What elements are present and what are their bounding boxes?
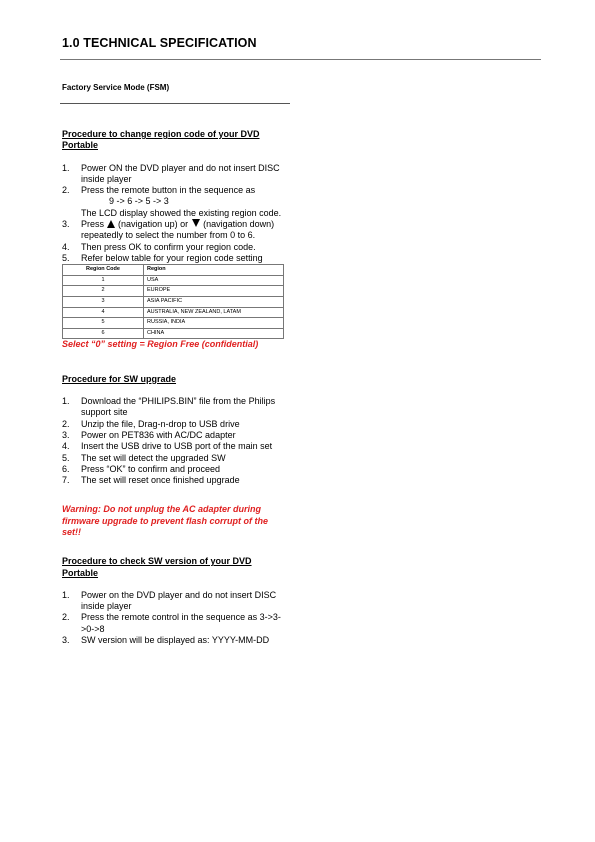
upgrade-heading: Procedure for SW upgrade [62, 373, 177, 384]
region-step-5: 5. Refer below table for your region code setting [62, 252, 263, 263]
region-step-2: 2. Press the remote button in the sequence as 9 -> 6 -> 5 -> 3 The LCD display showed the existing region code. [62, 185, 288, 219]
version-step-2: 2. Press the remote control in the sequence as 3->3->0->8 [62, 612, 281, 634]
table-row [63, 275, 284, 286]
upgrade-step-2: 2. Unzip the file, Drag-n-drop to USB drive [62, 418, 240, 429]
column-header-region: Region [144, 265, 284, 276]
upgrade-warning: Warning: Do not unplug the AC adapter during firmware upgrade to prevent flash corrupt of the set!! [62, 504, 269, 537]
region-steps [62, 163, 288, 265]
region-code-cell: 5 [63, 318, 144, 329]
region-code-cell: 2 [63, 286, 144, 297]
upgrade-step-1: 1. Download the “PHILIPS.BIN” file from the Philips support site [62, 396, 276, 418]
region-step-3: 3. Press (navigation up) or (navigation down) repeatedly to select the number from 0 to 6. [62, 219, 275, 241]
version-steps [62, 590, 288, 646]
region-free-note: Select “0” setting = Region Free (confidential) [62, 339, 259, 350]
table-row [63, 318, 284, 329]
version-heading: Procedure to check SW version of your DVD Portable [62, 556, 252, 578]
version-step-3: 3. SW version will be displayed as: YYYY-MM-DD [62, 635, 270, 646]
region-step-1: 1. Power ON the DVD player and do not insert DISC inside player [62, 162, 280, 184]
column-header-region-code: Region Code [63, 265, 144, 276]
table-row [63, 297, 284, 308]
region-name-cell: RUSSIA, INDIA [144, 318, 284, 329]
region-code-cell: 6 [63, 328, 144, 339]
upgrade-step-5: 5. The set will detect the upgraded SW [62, 452, 226, 463]
region-name-cell: USA [144, 275, 284, 286]
fsm-label: Factory Service Mode (FSM) [62, 83, 170, 92]
region-table [62, 264, 284, 339]
navigation-up-icon [107, 220, 115, 228]
region-name-cell: AUSTRALIA, NEW ZEALAND, LATAM [144, 307, 284, 318]
region-step-4: 4. Then press OK to confirm your region code. [62, 241, 256, 252]
table-row [63, 286, 284, 297]
region-name-cell: ASIA PACIFIC [144, 297, 284, 308]
region-name-cell: CHINA [144, 328, 284, 339]
table-header-row [63, 265, 284, 276]
table-row [63, 328, 284, 339]
upgrade-steps [62, 396, 288, 486]
upgrade-step-3: 3. Power on PET836 with AC/DC adapter [62, 429, 236, 440]
title-divider [60, 59, 541, 60]
content-column [62, 129, 288, 646]
region-code-cell: 1 [63, 275, 144, 286]
navigation-down-icon [192, 219, 200, 227]
upgrade-step-4: 4. Insert the USB drive to USB port of the main set [62, 441, 273, 452]
upgrade-step-7: 7. The set will reset once finished upgrade [62, 475, 240, 486]
version-step-1: 1. Power on the DVD player and do not insert DISC inside player [62, 589, 277, 612]
upgrade-step-6: 6. Press “OK” to confirm and proceed [62, 463, 221, 474]
region-heading: Procedure to change region code of your DVD Portable [62, 129, 260, 151]
region-code-cell: 3 [63, 297, 144, 308]
table-row [63, 307, 284, 318]
fsm-divider [60, 103, 290, 104]
page-title: 1.0 TECHNICAL SPECIFICATION [62, 36, 257, 50]
region-sequence: 9 -> 6 -> 5 -> 3 [109, 196, 169, 207]
region-name-cell: EUROPE [144, 286, 284, 297]
region-code-cell: 4 [63, 307, 144, 318]
